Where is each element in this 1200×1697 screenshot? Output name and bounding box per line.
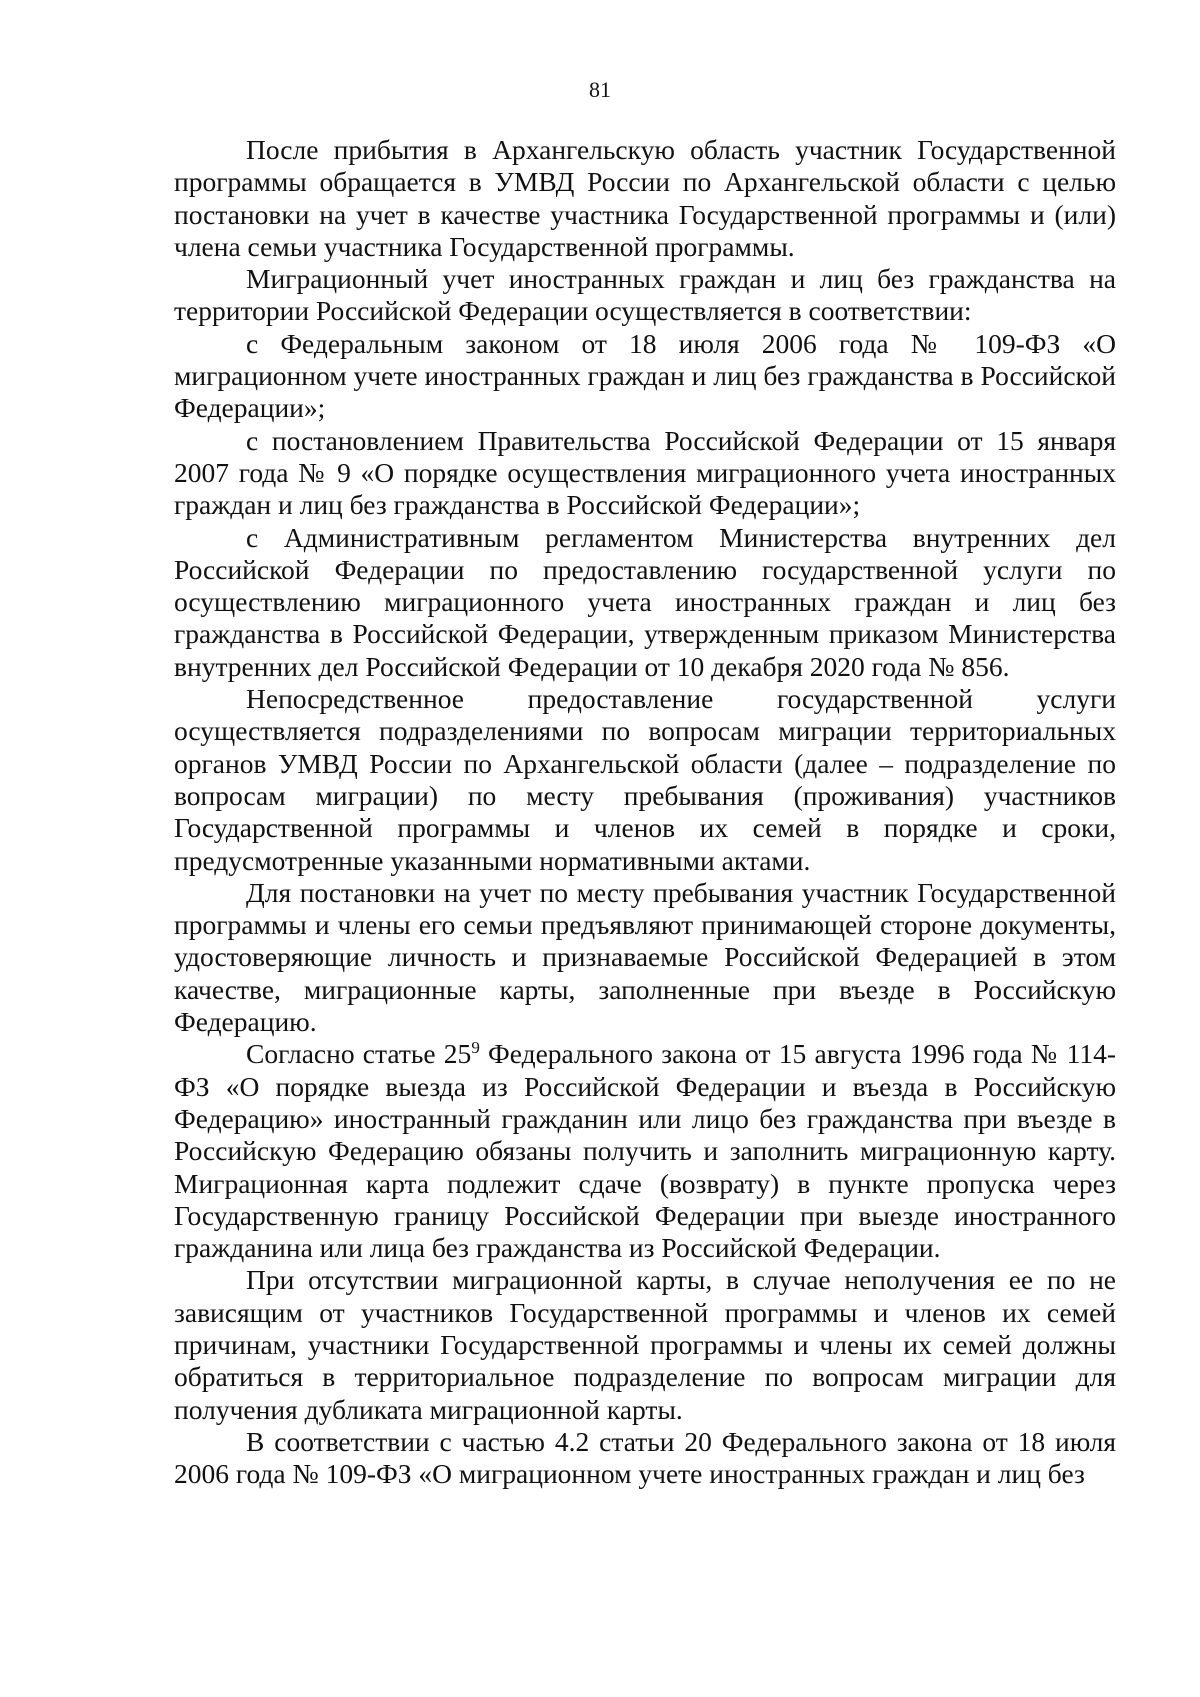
- page-number: 81: [589, 77, 611, 102]
- paragraph-migration-card-rest: Федерального закона от 15 августа 1996 года № 114-ФЗ «О порядке выезда из Российской Федерации и въезда в Российскую Федерацию» иностранный гражданин или лицо без гражданства при въезде в Российскую Федерацию обязаны получить и заполнить миграционную карту. Миграционная карта подлежит сдаче (возврату) в пункте пропуска через Государственную границу Российской Федерации при выезде иностранного гражданина или лица без гражданства из Российской Федерации.: [174, 1038, 1116, 1264]
- document-body: [174, 134, 1116, 1490]
- paragraph-registration-documents: Для постановки на учет по месту пребывания участник Государственной программы и члены его семьи предъявляют принимающей стороне документы, удостоверяющие личность и признаваемые Российской Федерацией в этом качестве, миграционные карты, заполненные при въезде в Российскую Федерацию.: [174, 876, 1116, 1038]
- article-superscript: 9: [471, 1038, 480, 1058]
- paragraph-migration-card-start: Согласно статье 25: [246, 1038, 472, 1070]
- paragraph-part-4-2: В соответствии с частью 4.2 статьи 20 Федерального закона от 18 июля 2006 года № 109-ФЗ «О миграционном учете иностранных граждан и лиц без: [174, 1425, 1116, 1490]
- paragraph-migration-card: [174, 1038, 1116, 1264]
- paragraph-administrative-regulation: с Административным регламентом Министерства внутренних дел Российской Федерации по предоставлению государственной услуги по осуществлению миграционного учета иностранных граждан и лиц без гражданства в Российской Федерации, утвержденным приказом Министерства внутренних дел Российской Федерации от 10 декабря 2020 года № 856.: [174, 521, 1116, 682]
- paragraph-government-resolution-9: с постановлением Правительства Российской Федерации от 15 января 2007 года № 9 «О порядке осуществления миграционного учета иностранных граждан и лиц без гражданства в Российской Федерации»;: [174, 424, 1116, 521]
- paragraph-service-provision: Непосредственное предоставление государственной услуги осуществляется подразделениями по вопросам миграции территориальных органов УМВД России по Архангельской области (далее – подразделение по вопросам миграции) по месту пребывания (проживания) участников Государственной программы и членов их семей в порядке и сроки, предусмотренные указанными нормативными актами.: [174, 683, 1116, 876]
- paragraph-arrival: После прибытия в Архангельскую область участник Государственной программы обращается в УМВД России по Архангельской области с целью постановки на учет в качестве участника Государственной программы и (или) члена семьи участника Государственной программы.: [174, 134, 1116, 262]
- paragraph-migration-registration: Миграционный учет иностранных граждан и лиц без гражданства на территории Российской Федерации осуществляется в соответствии:: [174, 263, 1116, 327]
- paragraph-card-duplicate: При отсутствии миграционной карты, в случае неполучения ее по не зависящим от участников Государственной программы и членов их семей причинам, участники Государственной программы и члены их семей должны обратиться в территориальное подразделение по вопросам миграции для получения дубликата миграционной карты.: [174, 1264, 1116, 1425]
- paragraph-federal-law-109: с Федеральным законом от 18 июля 2006 года № 109-ФЗ «О миграционном учете иностранных граждан и лиц без гражданства в Российской Федерации»;: [174, 327, 1116, 424]
